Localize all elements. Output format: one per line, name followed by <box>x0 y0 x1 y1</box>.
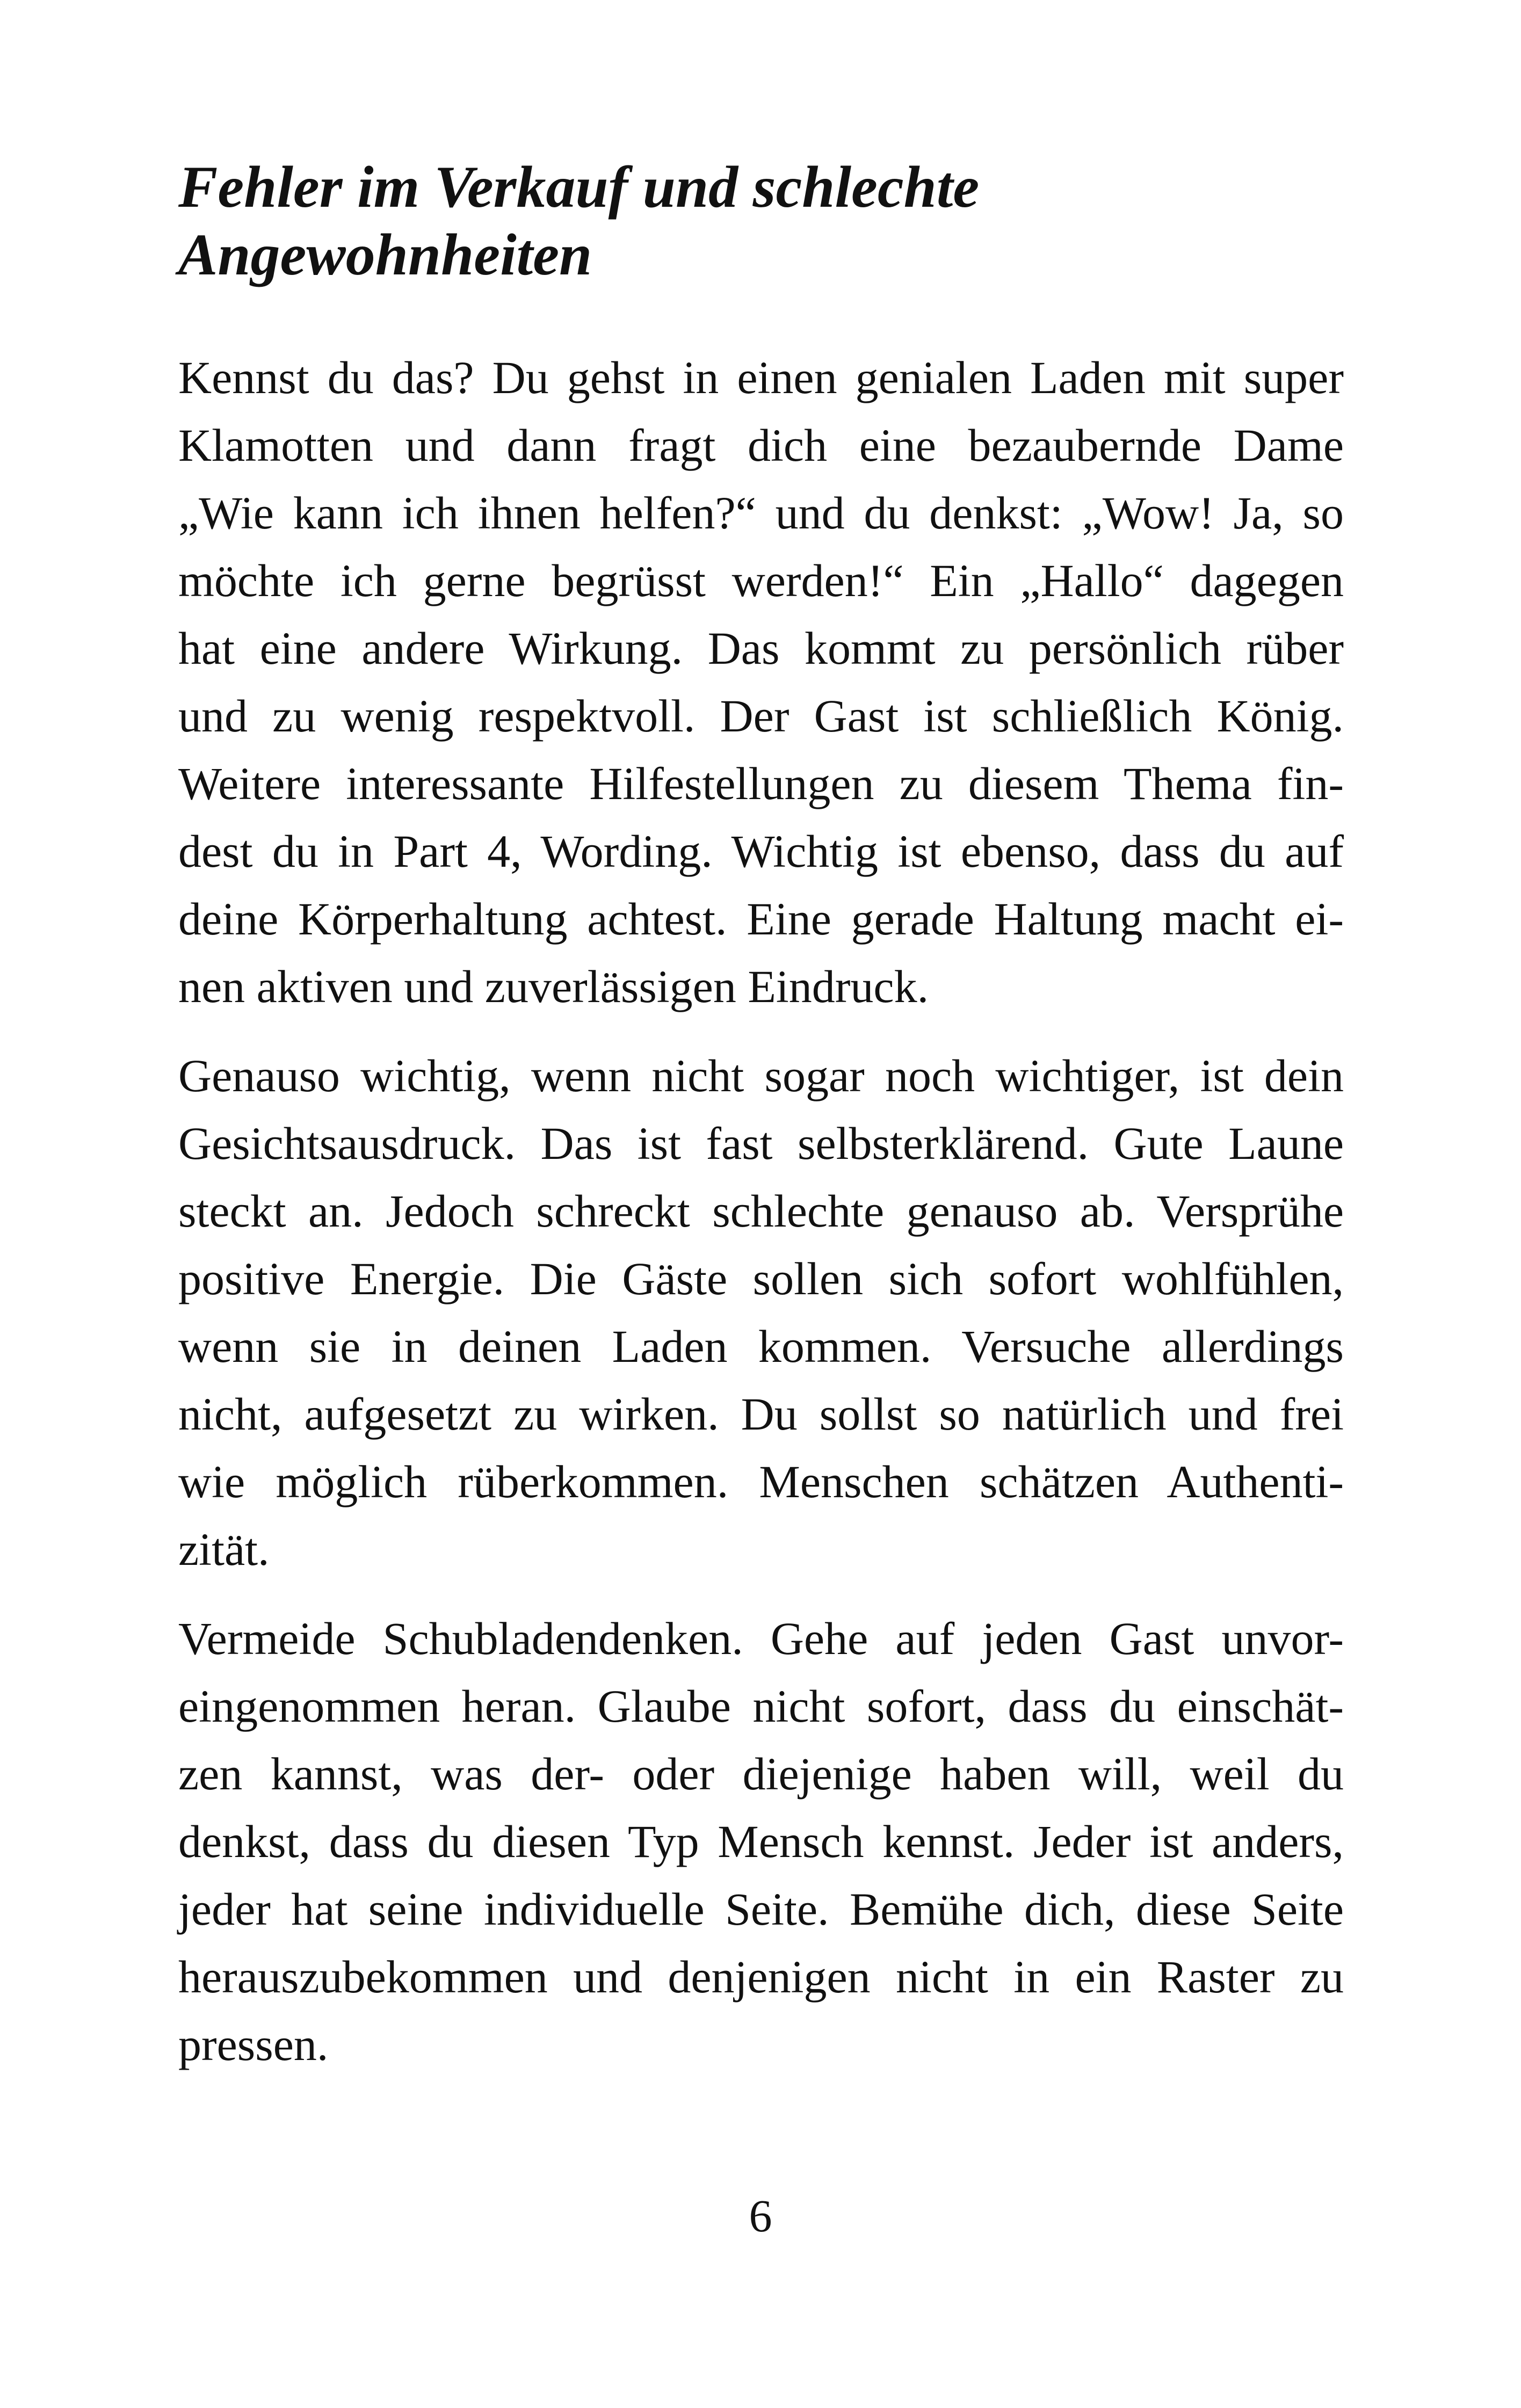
text-line: steckt an. Jedoch schreckt schlechte genauso ab. Versprühe <box>178 1185 1344 1237</box>
page-number: 6 <box>749 2190 772 2242</box>
text-line: pressen. <box>178 2019 329 2070</box>
text-line: eingenommen heran. Glaube nicht sofort, dass du einschät- <box>178 1680 1344 1732</box>
text-line: denkst, dass du diesen Typ Mensch kennst. Jeder ist anders, <box>178 1816 1344 1867</box>
text-line: positive Energie. Die Gäste sollen sich sofort wohlfühlen, <box>178 1253 1344 1304</box>
chapter-heading <box>178 153 1344 288</box>
text-line: Genauso wichtig, wenn nicht sogar noch wichtiger, ist dein <box>178 1050 1344 1101</box>
text-line: Vermeide Schubladendenken. Gehe auf jeden Gast unvor- <box>178 1613 1344 1664</box>
text-line: dest du in Part 4, Wording. Wichtig ist ebenso, dass du auf <box>178 825 1344 877</box>
chapter-heading-line: Fehler im Verkauf und schlechte <box>178 154 980 220</box>
text-line: Klamotten und dann fragt dich eine bezaubernde Dame <box>178 419 1344 471</box>
text-line: wenn sie in deinen Laden kommen. Versuche allerdings <box>178 1321 1344 1372</box>
text-line: hat eine andere Wirkung. Das kommt zu persönlich rüber <box>178 622 1344 674</box>
text-line: Weitere interessante Hilfestellungen zu diesem Thema fin- <box>178 758 1344 809</box>
text-line: zität. <box>178 1524 270 1575</box>
text-line: zen kannst, was der- oder diejenige haben will, weil du <box>178 1748 1344 1800</box>
text-line: und zu wenig respektvoll. Der Gast ist schließlich König. <box>178 690 1344 742</box>
text-line: herauszubekommen und denjenigen nicht in ein Raster zu <box>178 1951 1344 2003</box>
text-line: deine Körperhaltung achtest. Eine gerade Haltung macht ei- <box>178 893 1344 945</box>
text-line: Kennst du das? Du gehst in einen genialen Laden mit super <box>178 352 1344 403</box>
text-line: jeder hat seine individuelle Seite. Bemühe dich, diese Seite <box>178 1883 1344 1935</box>
text-line: nicht, aufgesetzt zu wirken. Du sollst so natürlich und frei <box>178 1388 1344 1440</box>
text-line: „Wie kann ich ihnen helfen?“ und du denkst: „Wow! Ja, so <box>178 487 1344 539</box>
text-line: wie möglich rüberkommen. Menschen schätzen Authenti- <box>178 1456 1344 1507</box>
text-line: möchte ich gerne begrüsst werden!“ Ein „Hallo“ dagegen <box>178 555 1344 606</box>
chapter-heading-line: Angewohnheiten <box>178 222 592 287</box>
text-line: Gesichtsausdruck. Das ist fast selbsterklärend. Gute Laune <box>178 1118 1344 1169</box>
text-line: nen aktiven und zuverlässigen Eindruck. <box>178 961 929 1012</box>
